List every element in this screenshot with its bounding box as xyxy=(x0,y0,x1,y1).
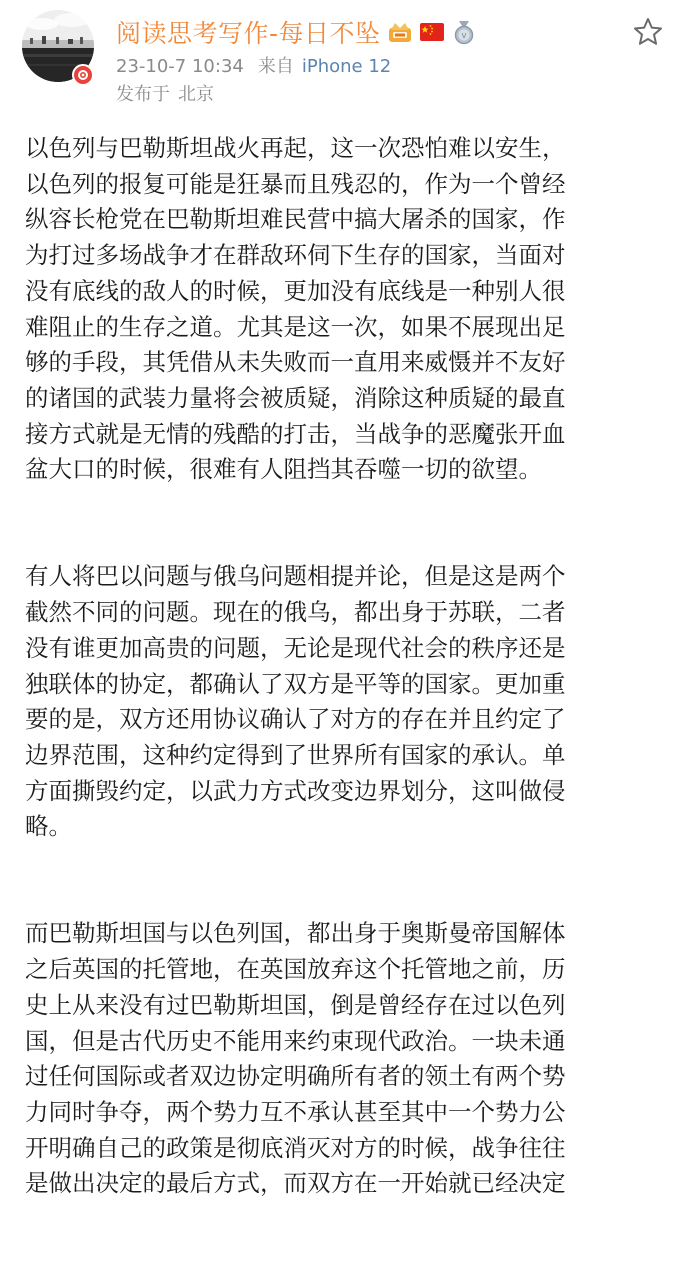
post-header xyxy=(0,0,687,120)
text-line: 没有谁更加高贵的问题，无论是现代社会的秩序还是 xyxy=(25,633,566,662)
text-line: 史上从来没有过巴勒斯坦国，倒是曾经存在过以色列 xyxy=(25,990,566,1019)
post-location xyxy=(116,82,214,108)
text-line: 没有底线的敌人的时候，更加没有底线是一种别人很 xyxy=(25,276,566,305)
text-line: 是做出决定的最后方式，而双方在一开始就已经决定 xyxy=(25,1169,566,1198)
star-outline-icon[interactable] xyxy=(632,16,664,48)
text-line: 边界范围，这种约定得到了世界所有国家的承认。单 xyxy=(25,740,566,769)
post-meta xyxy=(116,54,391,80)
author-name[interactable]: 阅读思考写作-每日不坠 xyxy=(116,19,381,48)
source-device[interactable]: iPhone 12 xyxy=(301,56,392,77)
post-body xyxy=(25,131,670,1273)
text-line: 以色列与巴勒斯坦战火再起，这一次恐怕难以安生， xyxy=(25,134,566,162)
china-flag-icon[interactable] xyxy=(419,19,445,45)
text-line: 纵容长枪党在巴勒斯坦难民营中搞大屠杀的国家，作 xyxy=(25,205,566,234)
text-line: 要的是，双方还用协议确认了对方的存在并且约定了 xyxy=(25,705,566,734)
text-line: 有人将巴以问题与俄乌问题相提并论，但是这是两个 xyxy=(25,562,566,591)
text-line: 国，但是古代历史不能用来约束现代政治。一块未通 xyxy=(25,1026,566,1055)
text-line: 方面撕毁约定，以武力方式改变边界划分，这叫做侵 xyxy=(25,776,566,805)
text-line: 接方式就是无情的残酷的打击，当战争的恶魔张开血 xyxy=(25,419,566,448)
text-line: 的诸国的武装力量将会被质疑，消除这种质疑的最直 xyxy=(25,383,566,412)
text-line: 过任何国际或者双边协定明确所有者的领土有两个势 xyxy=(25,1062,566,1091)
location-prefix: 发布于 xyxy=(116,84,170,105)
text-line: 略。 xyxy=(25,812,72,841)
source-prefix: 来自 xyxy=(257,56,294,77)
red-verified-badge-icon xyxy=(72,64,94,86)
text-line: 力同时争夺，两个势力互不承认甚至其中一个势力公 xyxy=(25,1097,566,1126)
vip-crown-icon[interactable] xyxy=(387,19,413,45)
author-name-row xyxy=(116,14,477,50)
text-line: 截然不同的问题。现在的俄乌，都出身于苏联，二者 xyxy=(25,598,566,627)
author-avatar[interactable] xyxy=(22,10,94,82)
text-line: 而巴勒斯坦国与以色列国，都出身于奥斯曼帝国解体 xyxy=(25,919,566,948)
post-timestamp: 23-10-7 10:34 xyxy=(116,56,244,77)
paragraph-2 xyxy=(25,559,670,845)
text-line: 够的手段，其凭借从未失败而一直用来威慑并不友好 xyxy=(25,348,566,377)
svg-text:V: V xyxy=(461,32,466,40)
text-line: 独联体的协定，都确认了双方是平等的国家。更加重 xyxy=(25,669,566,698)
text-line: 盆大口的时候，很难有人阻挡其吞噬一切的欲望。 xyxy=(25,455,542,484)
text-line: 难阻止的生存之道。尤其是这一次，如果不展现出足 xyxy=(25,312,566,341)
paragraph-3 xyxy=(25,916,670,1202)
text-line: 为打过多场战争才在群敌环伺下生存的国家，当面对 xyxy=(25,241,566,270)
location-name: 北京 xyxy=(178,84,214,105)
medal-icon[interactable] xyxy=(451,19,477,45)
paragraph-1 xyxy=(25,131,670,488)
text-line: 以色列的报复可能是狂暴而且残忍的，作为一个曾经 xyxy=(25,169,566,198)
text-line: 开明确自己的政策是彻底消灭对方的时候，战争往往 xyxy=(25,1133,566,1162)
text-line: 之后英国的托管地，在英国放弃这个托管地之前，历 xyxy=(25,955,566,984)
